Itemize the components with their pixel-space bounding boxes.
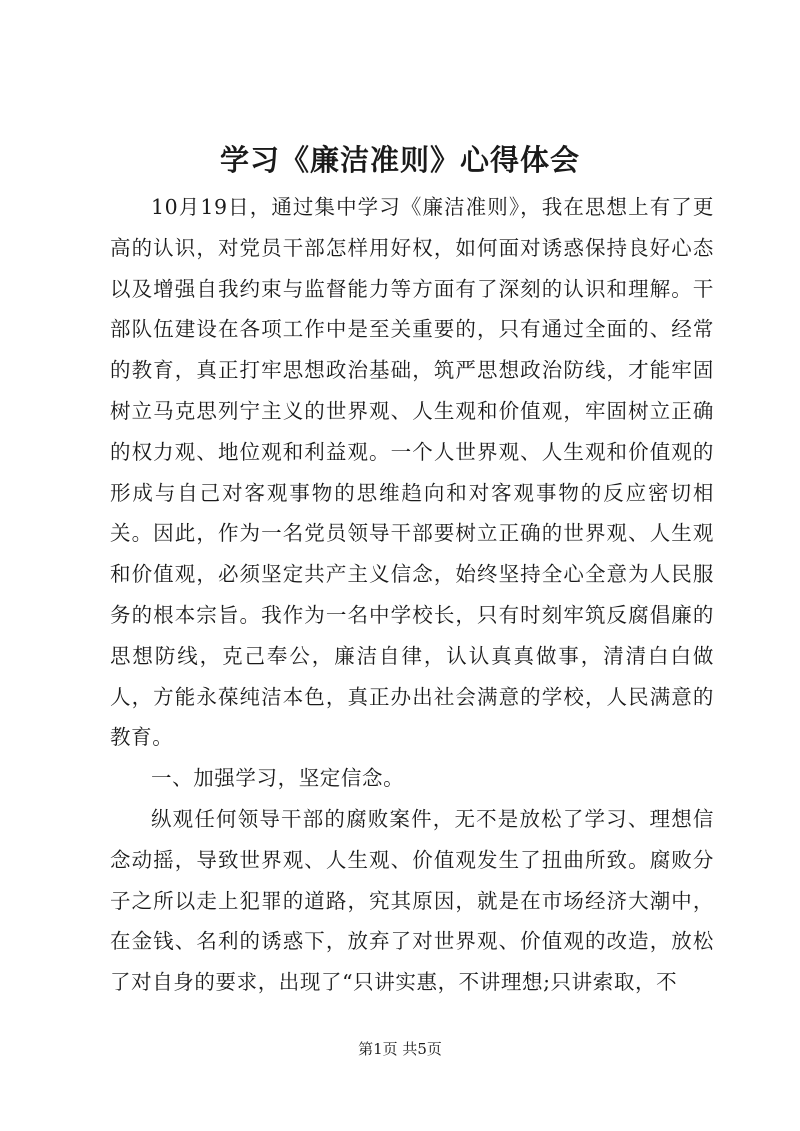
paragraph-section-1: 纵观任何领导干部的腐败案件，无不是放松了学习、理想信念动摇，导致世界观、人生观、价值观发生了扭曲所致。腐败分子之所以走上犯罪的道路，究其原因，就是在市场经济大潮中，在金钱、名利的诱惑下，放弃了对世界观、价值观的改造，放松了对自身的要求，出现了“只讲实惠，不讲理想;只讲索取，不: [110, 806, 714, 995]
document-body: [110, 187, 714, 1003]
page-footer: 第1页 共5页: [358, 1040, 442, 1058]
document-title: 学习《廉洁准则》心得体会: [219, 143, 580, 177]
paragraph-intro: 10月19日，通过集中学习《廉洁准则》，我在思想上有了更高的认识，对党员干部怎样用好权，如何面对诱惑保持良好心态以及增强自我约束与监督能力等方面有了深刻的认识和理解。干部队伍建设在各项工作中是至关重要的，只有通过全面的、经常的教育，真正打牢思想政治基础，筑严思想政治防线，才能牢固树立马克思列宁主义的世界观、人生观和价值观，牢固树立正确的权力观、地位观和利益观。一个人世界观、人生观和价值观的形成与自己对客观事物的思维趋向和对客观事物的反应密切相关。因此，作为一名党员领导干部要树立正确的世界观、人生观和价值观，必须坚定共产主义信念，始终坚持全心全意为人民服务的根本宗旨。我作为一名中学校长，只有时刻牢筑反腐倡廉的思想防线，克己奉公，廉洁自律，认认真真做事，清清白白做人，方能永葆纯洁本色，真正办出社会满意的学校，人民满意的教育。: [110, 195, 714, 750]
section-heading-1: 一、加强学习，坚定信念。: [151, 766, 405, 791]
